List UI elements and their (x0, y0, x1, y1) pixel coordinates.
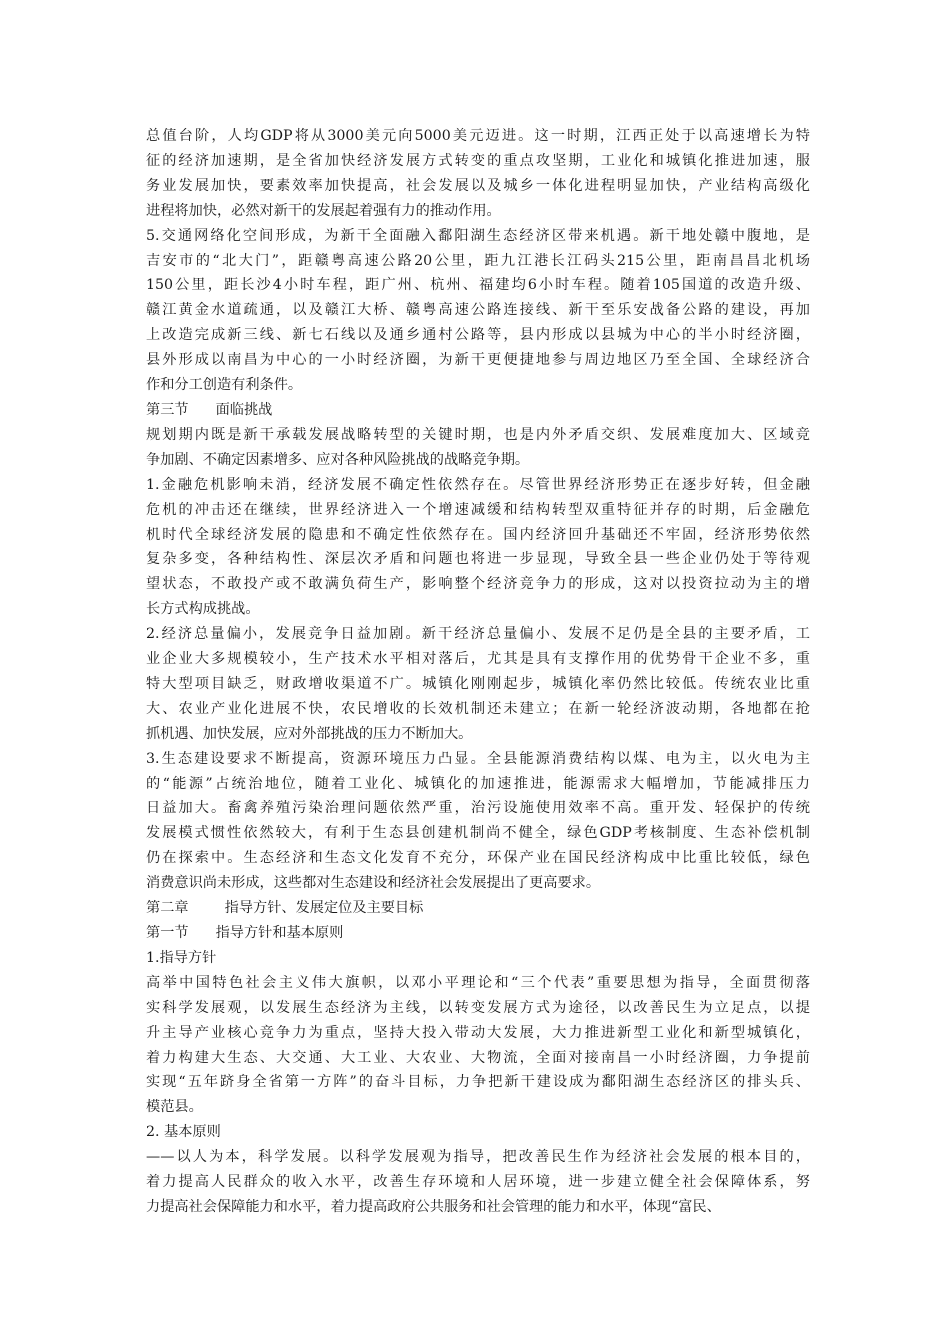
text-line: 升主导产业核心竞争力为重点，坚持大投入带动大发展，大力推进新型工业化和新型城镇化， (146, 1024, 810, 1041)
text-line: 赣江黄金水道疏通，以及赣江大桥、赣粤高速公路连接线、新干至乐安战备公路的建设，再加 (146, 302, 810, 319)
text-line: 模范县。 (146, 1099, 203, 1116)
heading-text: 第二章 指导方针、发展定位及主要目标 (146, 900, 424, 917)
text-line: 着力构建大生态、大交通、大工业、大农业、大物流，全面对接南昌一小时经济圈，力争提前 (146, 1049, 810, 1066)
section-heading (146, 921, 810, 946)
paragraph (146, 747, 810, 896)
section-heading (146, 946, 810, 971)
heading-text: 第三节 面临挑战 (146, 401, 273, 418)
section-heading (146, 398, 810, 423)
text-line: 仍在探索中。生态经济和生态文化发育不充分，环保产业在国民经济构成中比重比较低，绿色 (146, 850, 810, 867)
text-line: 大、农业产业化进展不快，农民增收的长效机制还未建立；在新一轮经济波动期，各地都在抢 (146, 700, 810, 717)
text-line: 作和分工创造有利条件。 (146, 377, 303, 394)
text-line: 望状态，不敢投产或不敢满负荷生产，影响整个经济竞争力的形成，这对以投资拉动为主的增 (146, 576, 810, 593)
text-line: 实现“五年跻身全省第一方阵”的奋斗目标，力争把新干建设成为鄱阳湖生态经济区的排头兵、 (146, 1074, 810, 1091)
text-line: 150公里，距长沙4小时车程，距广州、杭州、福建均6小时车程。随着105国道的改造升级、 (146, 277, 810, 294)
text-line: 2.经济总量偏小，发展竞争日益加剧。新干经济总量偏小、发展不足仍是全县的主要矛盾，工 (146, 626, 810, 643)
text-line: 日益加大。畜禽养殖污染治理问题依然严重，治污设施使用效率不高。重开发、轻保护的传统 (146, 800, 810, 817)
text-line: 进程将加快，必然对新干的发展起着强有力的推动作用。 (146, 202, 501, 219)
text-line: 县外形成以南昌为中心的一小时经济圈，为新干更便捷地参与周边地区乃至全国、全球经济合 (146, 352, 810, 369)
document-body (146, 124, 810, 1220)
text-line: 总值台阶，人均GDP将从3000美元向5000美元迈进。这一时期，江西正处于以高速增长为特 (146, 128, 810, 144)
paragraph (146, 971, 810, 1120)
text-line: 危机的冲击还在继续，世界经济进入一个增速减缓和结构转型双重特征并存的时期，后金融危 (146, 501, 810, 518)
heading-text: 2. 基本原则 (146, 1124, 221, 1141)
text-line: 力提高社会保障能力和水平，着力提高政府公共服务和社会管理的能力和水平，体现“富民、 (146, 1198, 721, 1215)
heading-text: 第一节 指导方针和基本原则 (146, 925, 344, 941)
text-line: 抓机遇、加快发展，应对外部挑战的压力不断加大。 (146, 725, 473, 742)
paragraph (146, 224, 810, 398)
text-line: ——以人为本，科学发展。以科学发展观为指导，把改善民生作为经济社会发展的根本目的， (146, 1149, 810, 1166)
text-line: 争加剧、不确定因素增多、应对各种风险挑战的战略竞争期。 (146, 451, 530, 468)
paragraph (146, 473, 810, 622)
text-line: 吉安市的“北大门”，距赣粤高速公路20公里，距九江港长江码头215公里，距南昌昌北机场 (146, 252, 810, 269)
text-line: 务业发展加快，要素效率加快提高，社会发展以及城乡一体化进程明显加快，产业结构高级化 (146, 177, 810, 194)
text-line: 实科学发展观，以发展生态经济为主线，以转变发展方式为途径，以改善民生为立足点，以提 (146, 999, 810, 1016)
text-line: 机时代全球经济发展的隐患和不确定性依然存在。国内经济回升基础还不牢固，经济形势依然 (146, 526, 810, 543)
heading-text: 1.指导方针 (146, 949, 217, 966)
text-line: 规划期内既是新干承载发展战略转型的关键时期，也是内外矛盾交织、发展难度加大、区域竞 (146, 426, 810, 443)
paragraph (146, 622, 810, 747)
paragraph (146, 124, 810, 224)
text-line: 高举中国特色社会主义伟大旗帜，以邓小平理论和“三个代表”重要思想为指导，全面贯彻落 (146, 974, 810, 991)
text-line: 5.交通网络化空间形成，为新干全面融入鄱阳湖生态经济区带来机遇。新干地处赣中腹地，是 (146, 227, 810, 244)
text-line: 业企业大多规模较小，生产技术水平相对落后，尤其是具有支撑作用的优势骨干企业不多，重 (146, 651, 810, 668)
text-line: 3.生态建设要求不断提高，资源环境压力凸显。全县能源消费结构以煤、电为主，以火电为主 (146, 750, 810, 767)
text-line: 发展模式惯性依然较大，有利于生态县创建机制尚不健全，绿色GDP考核制度、生态补偿机制 (146, 825, 810, 842)
text-line: 消费意识尚未形成，这些都对生态建设和经济社会发展提出了更高要求。 (146, 875, 601, 892)
paragraph (146, 423, 810, 473)
paragraph (146, 1145, 810, 1220)
text-line: 特大型项目缺乏，财政增收渠道不广。城镇化刚刚起步，城镇化率仍然比较低。传统农业比重 (146, 675, 810, 692)
text-line: 着力提高人民群众的收入水平，改善生存环境和人居环境，进一步建立健全社会保障体系，努 (146, 1174, 810, 1191)
text-line: 1.金融危机影响未消，经济发展不确定性依然存在。尽管世界经济形势正在逐步好转，但金融 (146, 476, 810, 493)
text-line: 的“能源”占统治地位，随着工业化、城镇化的加速推进，能源需求大幅增加，节能减排压力 (146, 775, 810, 792)
section-heading (146, 896, 810, 921)
text-line: 复杂多变，各种结构性、深层次矛盾和问题也将进一步显现，导致全县一些企业仍处于等待观 (146, 551, 810, 568)
section-heading (146, 1120, 810, 1145)
text-line: 上改造完成新三线、新七石线以及通乡通村公路等，县内形成以县城为中心的半小时经济圈， (146, 327, 810, 344)
text-line: 征的经济加速期，是全省加快经济发展方式转变的重点攻坚期，工业化和城镇化推进加速，服 (146, 152, 810, 169)
text-line: 长方式构成挑战。 (146, 601, 260, 618)
